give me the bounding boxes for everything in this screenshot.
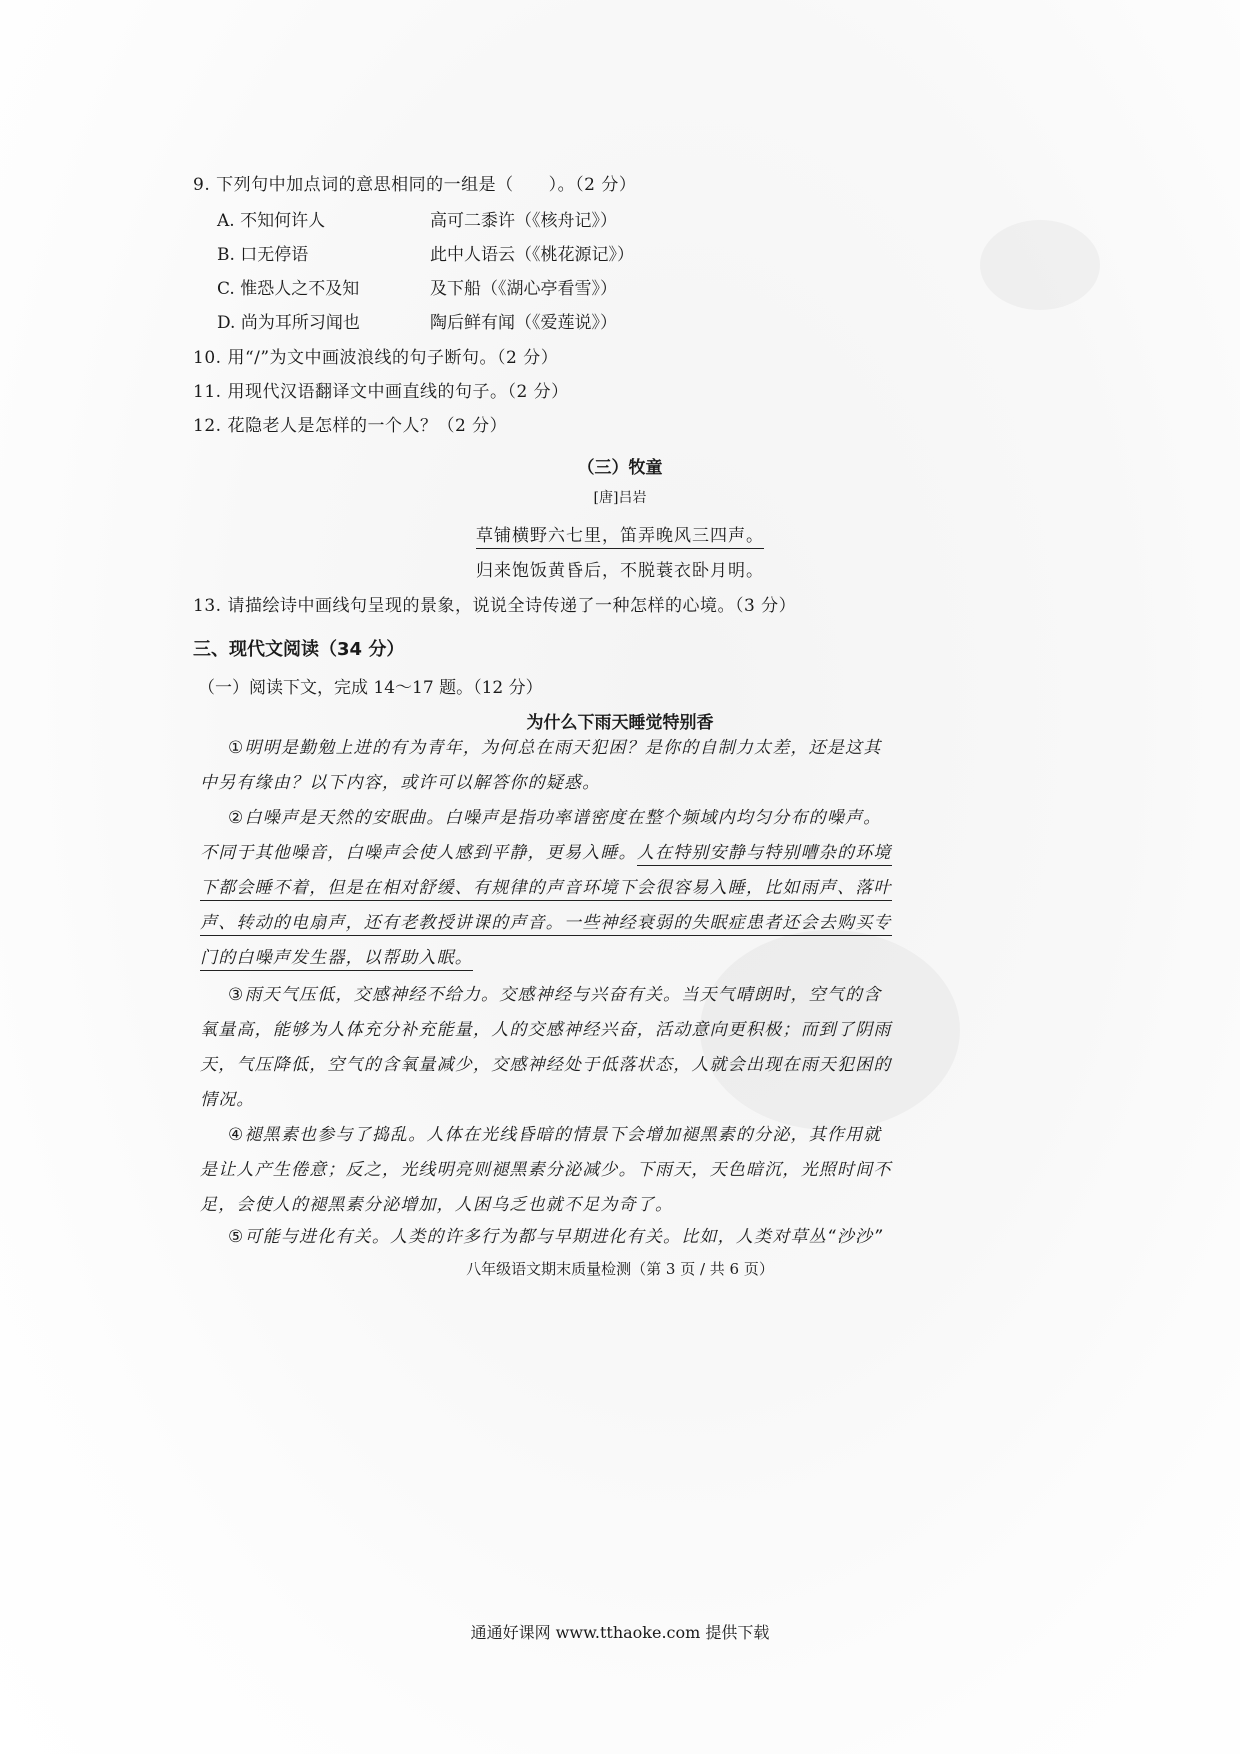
option-a-right: 高可二黍许（《核舟记》） xyxy=(430,211,617,231)
question-13: 13. 请描绘诗中画线句呈现的景象，说说全诗传递了一种怎样的心境。（3 分） xyxy=(193,596,797,616)
article-line-underlined: 门的白噪声发生器，以帮助入眠。 xyxy=(200,943,473,971)
option-c-left: C. 惟恐人之不及知 xyxy=(217,279,360,299)
poem-line-1-underlined-a: 草铺横野六七里， xyxy=(476,526,620,549)
section-heading: 三、现代文阅读（34 分） xyxy=(193,639,405,660)
article-line-underlined: 人在特别安静与特别嘈杂的环境 xyxy=(637,843,892,866)
option-b-left: B. 口无停语 xyxy=(217,245,309,265)
article-line: 足，会使人的褪黑素分泌增加，人困乌乏也就不足为奇了。 xyxy=(200,1195,674,1215)
article-line: ③雨天气压低，交感神经不给力。交感神经与兴奋有关。当天气晴朗时，空气的含 xyxy=(228,985,882,1005)
article-line: 是让人产生倦意；反之，光线明亮则褪黑素分泌减少。下雨天，天色暗沉，光照时间不 xyxy=(200,1160,892,1180)
question-9: 9. 下列句中加点词的意思相同的一组是（ ）。（2 分） xyxy=(193,175,637,195)
option-c-right: 及下船（《湖心亭看雪》） xyxy=(430,279,617,299)
article-line xyxy=(200,838,892,863)
scan-smudge xyxy=(980,220,1100,310)
article-line: ②白噪声是天然的安眠曲。白噪声是指功率谱密度在整个频域内均匀分布的噪声。 xyxy=(228,808,882,828)
article-line: 中另有缘由？以下内容，或许可以解答你的疑惑。 xyxy=(200,773,601,793)
article-title: 为什么下雨天睡觉特别香 xyxy=(526,713,714,733)
article-line-underlined: 下都会睡不着，但是在相对舒缓、有规律的声音环境下会很容易入睡，比如雨声、落叶 xyxy=(200,873,892,901)
option-d-left: D. 尚为耳所习闻也 xyxy=(217,313,360,333)
poem-author: [唐]吕岩 xyxy=(593,490,647,506)
article-line: 氧量高，能够为人体充分补充能量，人的交感神经兴奋，活动意向更积极；而到了阴雨 xyxy=(200,1020,892,1040)
poem-line-1 xyxy=(0,521,1240,546)
question-12: 12. 花隐老人是怎样的一个人？（2 分） xyxy=(193,416,508,436)
article-line-plain: 不同于其他噪音，白噪声会使人感到平静，更易入睡。 xyxy=(200,843,637,863)
option-a-left: A. 不知何许人 xyxy=(217,211,326,231)
option-b-right: 此中人语云（《桃花源记》） xyxy=(430,245,634,265)
article-line-underlined: 声、转动的电扇声，还有老教授讲课的声音。一些神经衰弱的失眠症患者还会去购买专 xyxy=(200,908,892,936)
article-line: ④褪黑素也参与了捣乱。人体在光线昏暗的情景下会增加褪黑素的分泌，其作用就 xyxy=(228,1125,882,1145)
option-d-right: 陶后鲜有闻（《爱莲说》） xyxy=(430,313,617,333)
section-instruction: （一）阅读下文，完成 14～17 题。（12 分） xyxy=(198,678,543,698)
poem-line-1-underlined-b: 笛弄晚风三四声。 xyxy=(620,526,764,549)
article-line: 天，气压降低，空气的含氧量减少，交感神经处于低落状态，人就会出现在雨天犯困的 xyxy=(200,1055,892,1075)
poem-title: （三）牧童 xyxy=(577,458,663,478)
poem-line-2: 归来饱饭黄昏后，不脱蓑衣卧月明。 xyxy=(476,561,764,581)
article-line: 情况。 xyxy=(200,1090,255,1110)
page-footer: 八年级语文期末质量检测（第 3 页 / 共 6 页） xyxy=(466,1260,774,1278)
question-10: 10. 用“/”为文中画波浪线的句子断句。（2 分） xyxy=(193,348,559,368)
article-line: ①明明是勤勉上进的有为青年，为何总在雨天犯困？是你的自制力太差，还是这其 xyxy=(228,738,882,758)
question-11: 11. 用现代汉语翻译文中画直线的句子。（2 分） xyxy=(193,382,569,402)
article-line: ⑤可能与进化有关。人类的许多行为都与早期进化有关。比如，人类对草丛“沙沙” xyxy=(228,1227,884,1247)
download-site-footer: 通通好课网 www.tthaoke.com 提供下载 xyxy=(470,1623,770,1642)
